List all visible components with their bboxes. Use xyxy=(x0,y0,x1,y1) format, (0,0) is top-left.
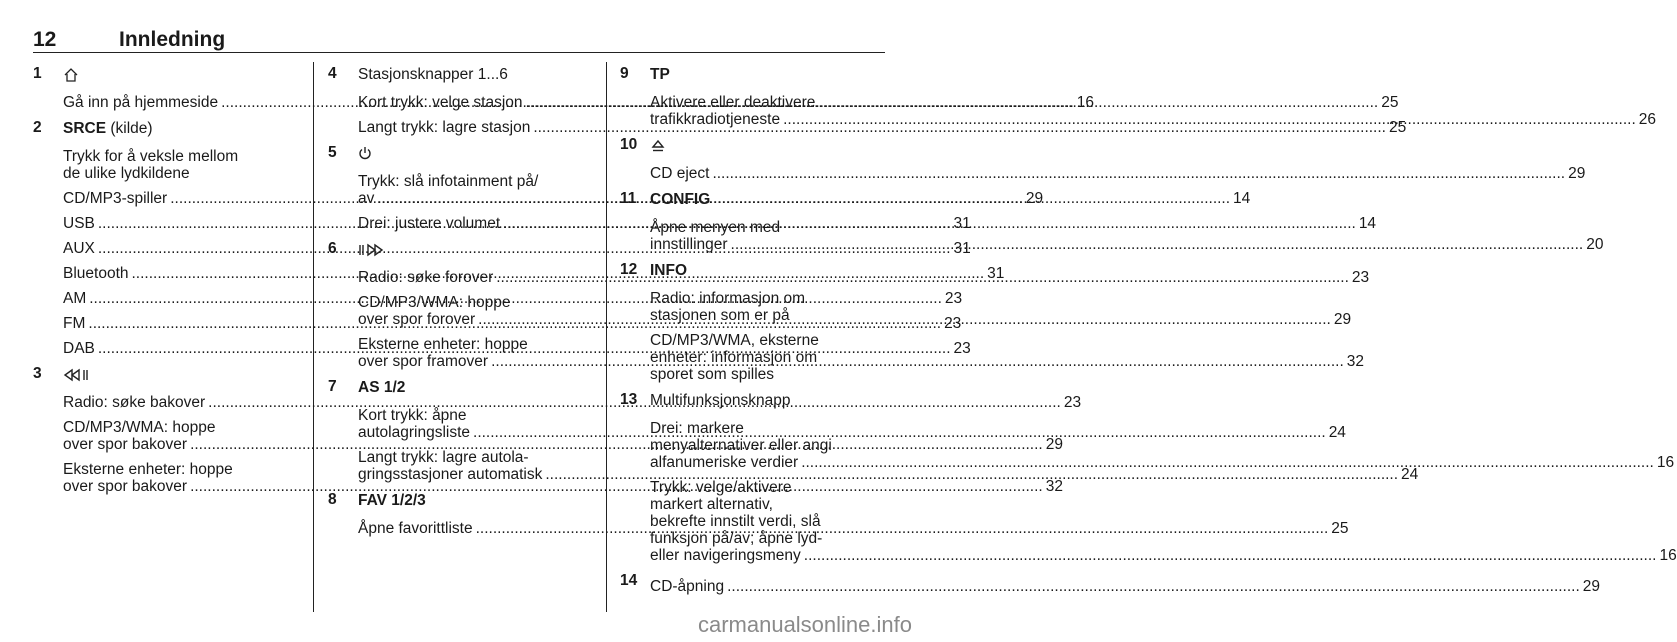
page-ref: 32 xyxy=(1045,478,1063,495)
callout-number: 11 xyxy=(620,190,637,207)
entry-text: trafikkradiotjeneste xyxy=(650,111,781,128)
page-ref: 29 xyxy=(1568,165,1586,182)
entry-line: CD/MP3/WMA, eksterne xyxy=(650,332,819,349)
page-ref: 31 xyxy=(953,240,971,257)
entry-line: Trykk for å veksle mellom xyxy=(63,148,239,165)
home-icon xyxy=(63,66,79,83)
entry-text: autolagringsliste xyxy=(358,424,471,441)
legend-entry xyxy=(620,136,1586,182)
page-ref: 20 xyxy=(1586,236,1604,253)
leader-dots xyxy=(491,353,1344,370)
eject-icon xyxy=(650,137,666,154)
entry-reference xyxy=(650,547,1677,564)
page-ref: 16 xyxy=(1656,454,1675,471)
callout-number: 8 xyxy=(328,491,337,508)
entry-text: Radio: søke forover xyxy=(358,269,494,286)
entry-line: CD/MP3/WMA: hoppe xyxy=(358,294,511,311)
button-note: (kilde) xyxy=(106,120,153,137)
entry-line: Aktivere eller deaktivere xyxy=(650,94,816,111)
page-ref: 25 xyxy=(1388,119,1407,136)
page-ref: 32 xyxy=(1346,353,1364,370)
entry-heading xyxy=(358,65,591,88)
entry-text: Bluetooth xyxy=(63,265,129,282)
legend-entry xyxy=(620,261,885,383)
entry-heading xyxy=(650,190,885,213)
entry-text: alfanumeriske verdier xyxy=(650,454,799,471)
button-name: SRCE xyxy=(63,120,107,137)
page-ref: 25 xyxy=(1331,520,1349,537)
column-divider xyxy=(313,62,314,612)
button-name: TP xyxy=(650,66,670,83)
page-ref: 24 xyxy=(1401,466,1419,483)
entry-item xyxy=(63,148,299,182)
callout-number: 9 xyxy=(620,65,629,82)
entry-text: over spor bakover xyxy=(63,436,188,453)
leader-dots xyxy=(478,311,1331,328)
leader-dots xyxy=(476,520,1329,537)
entry-title: Stasjonsknapper 1...6 xyxy=(358,66,508,83)
entry-heading xyxy=(63,119,299,142)
page-ref: 16 xyxy=(1659,547,1677,564)
callout-number: 14 xyxy=(620,572,638,589)
entry-heading xyxy=(358,240,591,263)
page-ref: 29 xyxy=(1582,578,1601,595)
page-number: 12 xyxy=(33,28,57,51)
entry-heading xyxy=(650,261,885,284)
page-ref: 23 xyxy=(1351,269,1370,286)
entry-text: CD/MP3-spiller xyxy=(63,190,168,207)
legend-entry xyxy=(620,572,1601,595)
button-name: AS 1/2 xyxy=(358,379,406,396)
leader-dots xyxy=(804,547,1657,564)
entry-heading xyxy=(650,391,885,414)
entry-text: av xyxy=(358,190,375,207)
entry-line: markert alternativ, xyxy=(650,496,773,513)
page-ref: 31 xyxy=(987,265,1005,282)
entry-line: Trykk: velge/aktivere xyxy=(650,479,792,496)
entry-text: over spor forover xyxy=(358,311,476,328)
page-ref: 25 xyxy=(1381,94,1399,111)
leader-dots xyxy=(473,424,1326,441)
entry-reference xyxy=(650,454,1675,471)
page-ref: 29 xyxy=(1333,311,1352,328)
entry-text: Drei: justere volumet xyxy=(358,215,501,232)
page-ref: 29 xyxy=(1045,436,1063,453)
entry-heading xyxy=(358,378,591,401)
entry-text: CD eject xyxy=(650,165,710,182)
entry-line: Eksterne enheter: hoppe xyxy=(358,336,528,353)
header-rule xyxy=(33,52,885,53)
entry-text: FM xyxy=(63,315,86,332)
entry-text: Radio: søke bakover xyxy=(63,394,206,411)
entry-heading xyxy=(63,365,299,388)
entry-line: funksjon på/av; åpne lyd- xyxy=(650,530,823,547)
leader-dots xyxy=(801,454,1654,471)
entry-line: stasjonen som er på xyxy=(650,307,790,324)
entry-line: Langt trykk: lagre autola- xyxy=(358,449,529,466)
leader-dots xyxy=(783,111,1636,128)
entry-line: Drei: markere xyxy=(650,420,744,437)
entry-line: sporet som spilles xyxy=(650,366,775,383)
entry-text: gringsstasjoner automatisk xyxy=(358,466,543,483)
entry-heading xyxy=(650,65,885,88)
entry-text: Langt trykk: lagre stasjon xyxy=(358,119,531,136)
watermark: carmanualsonline.info xyxy=(697,612,912,637)
entry-line: enheter: informasjon om xyxy=(650,349,818,366)
leader-dots xyxy=(731,236,1584,253)
entry-heading xyxy=(358,144,591,167)
page-ref: 26 xyxy=(1638,111,1657,128)
entry-line: bekrefte innstilt verdi, slå xyxy=(650,513,821,530)
callout-number: 12 xyxy=(620,261,638,278)
page-ref: 31 xyxy=(953,215,971,232)
entry-text: AM xyxy=(63,290,87,307)
entry-heading xyxy=(358,491,591,514)
page-ref: 24 xyxy=(1328,424,1346,441)
entry-text: Kort trykk: velge stasjon xyxy=(358,94,523,111)
entry-line: de ulike lydkildene xyxy=(63,165,190,182)
leader-dots xyxy=(727,578,1580,595)
page-ref: 23 xyxy=(1063,394,1082,411)
page-ref: 14 xyxy=(1233,190,1251,207)
callout-number: 2 xyxy=(33,119,42,136)
entry-text: innstillinger xyxy=(650,236,728,253)
entry-line: Åpne menyen med xyxy=(650,219,781,236)
entry-heading xyxy=(650,572,1601,595)
entry-text: eller navigeringsmeny xyxy=(650,547,801,564)
entry-reference xyxy=(358,466,1419,483)
callout-number: 3 xyxy=(33,365,42,382)
callout-number: 13 xyxy=(620,391,638,408)
callout-number: 4 xyxy=(328,65,337,82)
entry-heading xyxy=(650,136,885,159)
callout-number: 1 xyxy=(33,65,42,82)
skip-forward-icon xyxy=(358,241,384,258)
power-icon xyxy=(358,145,372,162)
page-ref: 23 xyxy=(944,315,962,332)
button-name: INFO xyxy=(650,262,688,279)
callout-number: 7 xyxy=(328,378,337,395)
entry-text: over spor framover xyxy=(358,353,489,370)
entry-text: Åpne favorittliste xyxy=(358,520,473,537)
entry-line: Trykk: slå infotainment på/ xyxy=(358,173,539,190)
page-ref: 23 xyxy=(953,340,971,357)
entry-text: DAB xyxy=(63,340,95,357)
entry-item xyxy=(650,332,885,383)
leader-dots xyxy=(712,165,1565,182)
button-name: CONFIG xyxy=(650,191,711,208)
entry-text: AUX xyxy=(63,240,95,257)
entry-line: Eksterne enheter: hoppe xyxy=(63,461,233,478)
entry-heading xyxy=(63,65,299,88)
skip-back-icon xyxy=(63,366,89,383)
entry-line: CD/MP3/WMA: hoppe xyxy=(63,419,216,436)
entry-item xyxy=(650,165,1586,182)
chapter-title: Innledning xyxy=(119,28,226,51)
entry-line: Kort trykk: åpne xyxy=(358,407,467,424)
entry-line: Radio: informasjon om xyxy=(650,290,806,307)
entry-item xyxy=(650,290,885,324)
callout-number: 5 xyxy=(328,144,337,161)
entry-text: Gå inn på hjemmeside xyxy=(63,94,219,111)
entry-title: Multifunksjonsknapp xyxy=(650,392,791,409)
callout-number: 10 xyxy=(620,136,638,153)
page-ref: 23 xyxy=(944,290,963,307)
page-ref: 16 xyxy=(1076,94,1095,111)
page-ref: 14 xyxy=(1358,215,1377,232)
entry-reference xyxy=(650,165,1586,182)
callout-number: 6 xyxy=(328,240,337,257)
button-name: FAV 1/2/3 xyxy=(358,492,426,509)
entry-text: USB xyxy=(63,215,95,232)
page-header xyxy=(33,28,885,52)
page-ref: 29 xyxy=(1025,190,1044,207)
entry-text: CD-åpning xyxy=(650,578,725,595)
entry-text: over spor bakover xyxy=(63,478,188,495)
entry-line: menyalternativer eller angi xyxy=(650,437,832,454)
